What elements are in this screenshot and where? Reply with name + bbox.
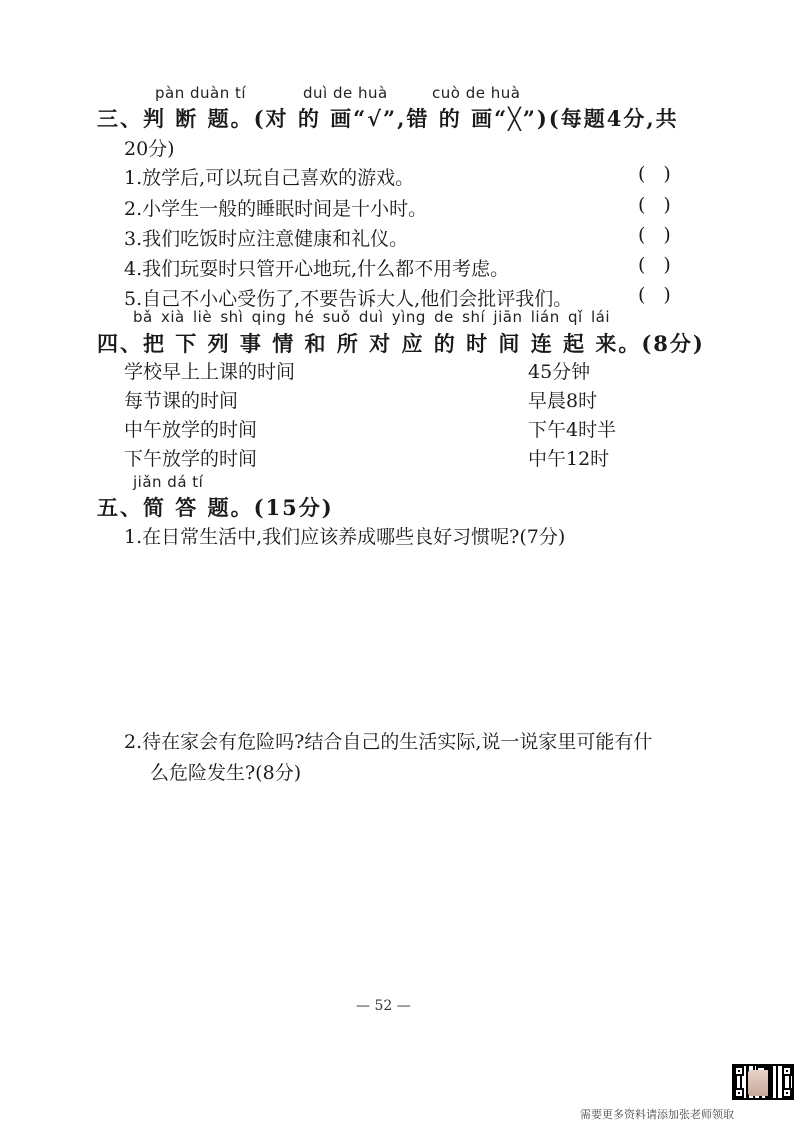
qr-code-icon-2 xyxy=(768,1064,794,1100)
section3-title: 三、判 断 题。(对 的 画“√”,错 的 画“╳”)(每题4分,共 xyxy=(97,106,679,131)
section4-title: 四、把 下 列 事 情 和 所 对 应 的 时 间 连 起 来。(8分) xyxy=(97,331,705,356)
answer-blank-3[interactable]: () xyxy=(638,224,689,246)
match-right-1[interactable]: 45分钟 xyxy=(528,361,591,383)
short-answer-q2-line2: 么危险发生?(8分) xyxy=(150,762,302,784)
avatar xyxy=(748,1070,770,1096)
match-right-2[interactable]: 早晨8时 xyxy=(528,390,598,412)
section3-title-cont: 20分) xyxy=(124,138,175,160)
footer-contact-text: 需要更多资料请添加张老师领取 xyxy=(580,1108,734,1121)
section5-pinyin: jiǎn dá tí xyxy=(133,473,204,491)
answer-blank-2[interactable]: () xyxy=(638,194,689,216)
section5-title: 五、简 答 题。(15分) xyxy=(97,495,334,520)
section3-pinyin-1: pàn duàn tí xyxy=(155,84,247,102)
answer-blank-4[interactable]: () xyxy=(638,254,689,276)
judge-item-3: 3.我们吃饭时应注意健康和礼仪。 xyxy=(124,228,409,250)
answer-area-q1[interactable] xyxy=(124,556,704,706)
match-right-3[interactable]: 下午4时半 xyxy=(528,419,617,441)
short-answer-q2-line1: 2.待在家会有危险吗?结合自己的生活实际,说一说家里可能有什 xyxy=(124,731,653,753)
judge-item-4: 4.我们玩耍时只管开心地玩,什么都不用考虑。 xyxy=(124,258,510,280)
answer-blank-1[interactable]: () xyxy=(638,163,689,185)
match-left-3[interactable]: 中午放学的时间 xyxy=(124,419,258,441)
match-left-2[interactable]: 每节课的时间 xyxy=(124,390,239,412)
page-number: — 52 — xyxy=(356,998,411,1014)
short-answer-q1: 1.在日常生活中,我们应该养成哪些良好习惯呢?(7分) xyxy=(124,526,566,548)
judge-item-5: 5.自己不小心受伤了,不要告诉大人,他们会批评我们。 xyxy=(124,288,573,310)
match-left-1[interactable]: 学校早上上课的时间 xyxy=(124,361,296,383)
match-left-4[interactable]: 下午放学的时间 xyxy=(124,448,258,470)
section3-pinyin-2: duì de huà xyxy=(303,84,388,102)
answer-blank-5[interactable]: () xyxy=(638,284,689,306)
judge-item-1: 1.放学后,可以玩自己喜欢的游戏。 xyxy=(124,167,415,189)
match-right-4[interactable]: 中午12时 xyxy=(528,448,610,470)
answer-area-q2[interactable] xyxy=(124,792,704,972)
section3-pinyin-3: cuò de huà xyxy=(432,84,521,102)
judge-item-2: 2.小学生一般的睡眠时间是十小时。 xyxy=(124,198,428,220)
section4-pinyin: bǎ xià liè shì qing hé suǒ duì yìng de shí jiān lián qǐ lái xyxy=(133,308,610,326)
